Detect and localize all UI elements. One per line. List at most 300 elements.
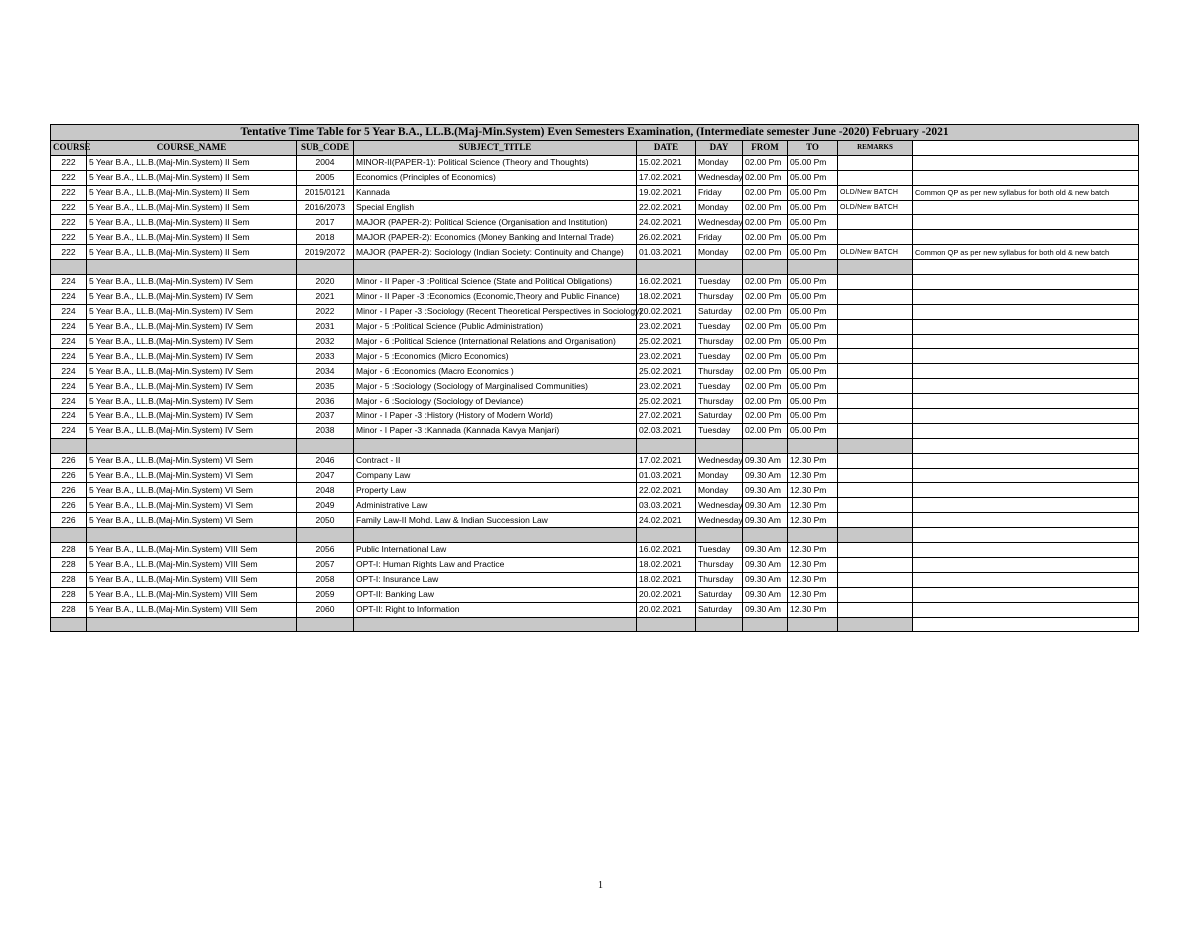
- cell-note: [913, 289, 1139, 304]
- header-subject-title: SUBJECT_TITLE: [354, 141, 637, 156]
- cell-course-name: 5 Year B.A., LL.B.(Maj-Min.System) VIII Sem: [87, 557, 297, 572]
- cell-sub-code: 2050: [297, 513, 354, 528]
- table-row: [51, 215, 1139, 230]
- cell-course-name: 5 Year B.A., LL.B.(Maj-Min.System) IV Sem: [87, 409, 297, 424]
- cell-to: 05.00 Pm: [788, 275, 838, 290]
- cell-from: 02.00 Pm: [743, 319, 788, 334]
- separator-cell: [788, 260, 838, 275]
- cell-day: Monday: [696, 200, 743, 215]
- cell-subject-title: Company Law: [354, 468, 637, 483]
- cell-date: 20.02.2021: [637, 602, 696, 617]
- cell-date: 23.02.2021: [637, 319, 696, 334]
- separator-cell: [788, 438, 838, 453]
- cell-subject-title: Major - 6 :Economics (Macro Economics ): [354, 364, 637, 379]
- cell-date: 01.03.2021: [637, 245, 696, 260]
- separator-cell: [788, 528, 838, 543]
- cell-note: [913, 468, 1139, 483]
- table-row: [51, 364, 1139, 379]
- cell-note: [913, 304, 1139, 319]
- cell-course: 228: [51, 557, 87, 572]
- cell-course: 222: [51, 155, 87, 170]
- header-date: DATE: [637, 141, 696, 156]
- separator-cell: [87, 260, 297, 275]
- cell-note: [913, 498, 1139, 513]
- section-separator: [51, 438, 1139, 453]
- cell-sub-code: 2018: [297, 230, 354, 245]
- cell-remarks: [838, 572, 913, 587]
- separator-cell: [838, 528, 913, 543]
- cell-day: Tuesday: [696, 319, 743, 334]
- cell-course-name: 5 Year B.A., LL.B.(Maj-Min.System) II Sem: [87, 155, 297, 170]
- cell-note: [913, 275, 1139, 290]
- cell-note: [913, 155, 1139, 170]
- cell-sub-code: 2058: [297, 572, 354, 587]
- cell-course-name: 5 Year B.A., LL.B.(Maj-Min.System) IV Sem: [87, 349, 297, 364]
- cell-date: 22.02.2021: [637, 483, 696, 498]
- cell-sub-code: 2033: [297, 349, 354, 364]
- cell-course-name: 5 Year B.A., LL.B.(Maj-Min.System) IV Sem: [87, 289, 297, 304]
- separator-cell: [297, 617, 354, 632]
- cell-subject-title: MINOR-II(PAPER-1): Political Science (Theory and Thoughts): [354, 155, 637, 170]
- cell-subject-title: Minor - I Paper -3 :Sociology (Recent Theoretical Perspectives in Sociology): [354, 304, 637, 319]
- separator-cell: [838, 438, 913, 453]
- cell-to: 05.00 Pm: [788, 245, 838, 260]
- header-day: DAY: [696, 141, 743, 156]
- cell-course-name: 5 Year B.A., LL.B.(Maj-Min.System) II Sem: [87, 200, 297, 215]
- cell-course: 224: [51, 275, 87, 290]
- separator-cell: [87, 617, 297, 632]
- cell-course: 228: [51, 572, 87, 587]
- cell-note: [913, 409, 1139, 424]
- cell-subject-title: Major - 6 :Political Science (International Relations and Organisation): [354, 334, 637, 349]
- cell-date: 24.02.2021: [637, 215, 696, 230]
- cell-course: 222: [51, 200, 87, 215]
- cell-date: 18.02.2021: [637, 572, 696, 587]
- separator-cell: [354, 438, 637, 453]
- cell-course: 226: [51, 513, 87, 528]
- table-row: [51, 379, 1139, 394]
- separator-cell: [637, 617, 696, 632]
- cell-date: 16.02.2021: [637, 543, 696, 558]
- cell-remarks: [838, 334, 913, 349]
- cell-course: 222: [51, 215, 87, 230]
- cell-course: 226: [51, 468, 87, 483]
- cell-remarks: [838, 543, 913, 558]
- separator-cell: [913, 528, 1139, 543]
- cell-course-name: 5 Year B.A., LL.B.(Maj-Min.System) VIII Sem: [87, 602, 297, 617]
- cell-to: 05.00 Pm: [788, 230, 838, 245]
- cell-subject-title: OPT-I: Human Rights Law and Practice: [354, 557, 637, 572]
- cell-sub-code: 2019/2072: [297, 245, 354, 260]
- cell-day: Tuesday: [696, 423, 743, 438]
- separator-cell: [297, 260, 354, 275]
- cell-day: Monday: [696, 155, 743, 170]
- cell-to: 12.30 Pm: [788, 572, 838, 587]
- cell-from: 09.30 Am: [743, 557, 788, 572]
- cell-from: 09.30 Am: [743, 483, 788, 498]
- separator-cell: [913, 260, 1139, 275]
- cell-remarks: [838, 498, 913, 513]
- cell-from: 02.00 Pm: [743, 245, 788, 260]
- cell-sub-code: 2017: [297, 215, 354, 230]
- cell-course: 222: [51, 230, 87, 245]
- cell-note: [913, 319, 1139, 334]
- cell-course: 222: [51, 170, 87, 185]
- cell-from: 02.00 Pm: [743, 409, 788, 424]
- cell-subject-title: Major - 6 :Sociology (Sociology of Deviance): [354, 394, 637, 409]
- header-course-name: COURSE_NAME: [87, 141, 297, 156]
- table-row: [51, 557, 1139, 572]
- cell-to: 05.00 Pm: [788, 304, 838, 319]
- separator-cell: [743, 260, 788, 275]
- cell-subject-title: Major - 5 :Sociology (Sociology of Marginalised Communities): [354, 379, 637, 394]
- table-row: [51, 155, 1139, 170]
- cell-course: 224: [51, 379, 87, 394]
- cell-to: 12.30 Pm: [788, 557, 838, 572]
- cell-note: [913, 572, 1139, 587]
- cell-course: 228: [51, 543, 87, 558]
- table-row: [51, 185, 1139, 200]
- cell-note: [913, 513, 1139, 528]
- cell-remarks: [838, 170, 913, 185]
- cell-day: Monday: [696, 483, 743, 498]
- cell-to: 05.00 Pm: [788, 364, 838, 379]
- cell-to: 05.00 Pm: [788, 170, 838, 185]
- separator-cell: [838, 260, 913, 275]
- cell-day: Thursday: [696, 557, 743, 572]
- separator-cell: [743, 528, 788, 543]
- cell-sub-code: 2016/2073: [297, 200, 354, 215]
- cell-remarks: [838, 453, 913, 468]
- cell-from: 02.00 Pm: [743, 200, 788, 215]
- cell-to: 05.00 Pm: [788, 215, 838, 230]
- cell-to: 05.00 Pm: [788, 394, 838, 409]
- cell-to: 05.00 Pm: [788, 200, 838, 215]
- separator-cell: [87, 528, 297, 543]
- separator-cell: [354, 260, 637, 275]
- separator-cell: [913, 617, 1139, 632]
- cell-sub-code: 2056: [297, 543, 354, 558]
- cell-from: 02.00 Pm: [743, 379, 788, 394]
- separator-cell: [51, 528, 87, 543]
- cell-to: 05.00 Pm: [788, 319, 838, 334]
- cell-to: 12.30 Pm: [788, 602, 838, 617]
- cell-date: 22.02.2021: [637, 200, 696, 215]
- cell-sub-code: 2022: [297, 304, 354, 319]
- cell-to: 12.30 Pm: [788, 483, 838, 498]
- separator-cell: [637, 260, 696, 275]
- cell-day: Thursday: [696, 334, 743, 349]
- table-row: [51, 200, 1139, 215]
- separator-cell: [696, 260, 743, 275]
- section-separator: [51, 617, 1139, 632]
- cell-note: [913, 483, 1139, 498]
- cell-remarks: [838, 215, 913, 230]
- cell-remarks: [838, 275, 913, 290]
- cell-subject-title: Property Law: [354, 483, 637, 498]
- cell-from: 09.30 Am: [743, 498, 788, 513]
- section-separator: [51, 260, 1139, 275]
- cell-from: 02.00 Pm: [743, 304, 788, 319]
- cell-remarks: [838, 155, 913, 170]
- cell-from: 02.00 Pm: [743, 289, 788, 304]
- cell-note: Common QP as per new syllabus for both old & new batch: [913, 245, 1139, 260]
- cell-subject-title: Economics (Principles of Economics): [354, 170, 637, 185]
- cell-note: [913, 557, 1139, 572]
- cell-remarks: [838, 230, 913, 245]
- cell-sub-code: 2035: [297, 379, 354, 394]
- cell-course: 224: [51, 409, 87, 424]
- cell-subject-title: MAJOR (PAPER-2): Economics (Money Banking and Internal Trade): [354, 230, 637, 245]
- cell-note: [913, 394, 1139, 409]
- cell-remarks: [838, 602, 913, 617]
- cell-from: 09.30 Am: [743, 468, 788, 483]
- cell-to: 12.30 Pm: [788, 498, 838, 513]
- cell-day: Monday: [696, 245, 743, 260]
- header-from: FROM: [743, 141, 788, 156]
- cell-remarks: OLD/New BATCH: [838, 200, 913, 215]
- cell-day: Wednesday: [696, 453, 743, 468]
- cell-date: 25.02.2021: [637, 364, 696, 379]
- cell-date: 23.02.2021: [637, 379, 696, 394]
- cell-date: 17.02.2021: [637, 170, 696, 185]
- separator-cell: [51, 438, 87, 453]
- cell-subject-title: Minor - I Paper -3 :History (History of Modern World): [354, 409, 637, 424]
- cell-course-name: 5 Year B.A., LL.B.(Maj-Min.System) IV Sem: [87, 275, 297, 290]
- cell-remarks: [838, 513, 913, 528]
- cell-remarks: [838, 364, 913, 379]
- cell-course: 228: [51, 587, 87, 602]
- table-row: [51, 483, 1139, 498]
- cell-subject-title: OPT-II: Banking Law: [354, 587, 637, 602]
- header-course: COURSE: [51, 141, 87, 156]
- cell-remarks: [838, 304, 913, 319]
- cell-from: 02.00 Pm: [743, 423, 788, 438]
- header-remarks: REMARKS: [838, 141, 913, 156]
- cell-remarks: OLD/New BATCH: [838, 185, 913, 200]
- cell-date: 27.02.2021: [637, 409, 696, 424]
- table-row: [51, 394, 1139, 409]
- separator-cell: [913, 438, 1139, 453]
- page-number: 1: [598, 880, 603, 891]
- cell-to: 05.00 Pm: [788, 185, 838, 200]
- cell-course-name: 5 Year B.A., LL.B.(Maj-Min.System) VI Sem: [87, 483, 297, 498]
- cell-day: Wednesday: [696, 215, 743, 230]
- cell-course: 222: [51, 245, 87, 260]
- cell-day: Thursday: [696, 572, 743, 587]
- cell-course: 222: [51, 185, 87, 200]
- cell-subject-title: Minor - II Paper -3 :Political Science (State and Political Obligations): [354, 275, 637, 290]
- cell-sub-code: 2037: [297, 409, 354, 424]
- cell-subject-title: OPT-II: Right to Information: [354, 602, 637, 617]
- cell-to: 12.30 Pm: [788, 587, 838, 602]
- cell-sub-code: 2031: [297, 319, 354, 334]
- cell-sub-code: 2021: [297, 289, 354, 304]
- cell-subject-title: Major - 5 :Political Science (Public Administration): [354, 319, 637, 334]
- cell-from: 09.30 Am: [743, 572, 788, 587]
- cell-date: 23.02.2021: [637, 349, 696, 364]
- cell-note: [913, 379, 1139, 394]
- cell-sub-code: 2005: [297, 170, 354, 185]
- cell-day: Tuesday: [696, 275, 743, 290]
- separator-cell: [354, 528, 637, 543]
- cell-day: Monday: [696, 468, 743, 483]
- cell-date: 18.02.2021: [637, 557, 696, 572]
- cell-date: 01.03.2021: [637, 468, 696, 483]
- separator-cell: [51, 617, 87, 632]
- cell-sub-code: 2032: [297, 334, 354, 349]
- cell-note: [913, 349, 1139, 364]
- cell-sub-code: 2059: [297, 587, 354, 602]
- cell-date: 20.02.2021: [637, 587, 696, 602]
- table-row: [51, 319, 1139, 334]
- cell-from: 09.30 Am: [743, 587, 788, 602]
- cell-remarks: [838, 379, 913, 394]
- cell-day: Tuesday: [696, 379, 743, 394]
- cell-to: 05.00 Pm: [788, 379, 838, 394]
- cell-from: 02.00 Pm: [743, 170, 788, 185]
- table-row: [51, 572, 1139, 587]
- cell-to: 05.00 Pm: [788, 334, 838, 349]
- cell-sub-code: 2036: [297, 394, 354, 409]
- separator-cell: [297, 528, 354, 543]
- cell-course: 224: [51, 289, 87, 304]
- separator-cell: [637, 438, 696, 453]
- cell-day: Wednesday: [696, 513, 743, 528]
- cell-note: [913, 230, 1139, 245]
- cell-date: 25.02.2021: [637, 334, 696, 349]
- header-row: [51, 141, 1139, 156]
- table-row: [51, 349, 1139, 364]
- cell-remarks: [838, 483, 913, 498]
- cell-course-name: 5 Year B.A., LL.B.(Maj-Min.System) VIII Sem: [87, 543, 297, 558]
- cell-subject-title: MAJOR (PAPER-2): Political Science (Organisation and Institution): [354, 215, 637, 230]
- cell-date: 18.02.2021: [637, 289, 696, 304]
- cell-sub-code: 2047: [297, 468, 354, 483]
- cell-day: Tuesday: [696, 349, 743, 364]
- separator-cell: [637, 528, 696, 543]
- cell-to: 05.00 Pm: [788, 423, 838, 438]
- cell-course: 228: [51, 602, 87, 617]
- table-row: [51, 275, 1139, 290]
- cell-day: Thursday: [696, 394, 743, 409]
- cell-sub-code: 2060: [297, 602, 354, 617]
- separator-cell: [297, 438, 354, 453]
- cell-note: [913, 453, 1139, 468]
- cell-day: Saturday: [696, 409, 743, 424]
- cell-note: [913, 602, 1139, 617]
- cell-subject-title: OPT-I: Insurance Law: [354, 572, 637, 587]
- separator-cell: [696, 438, 743, 453]
- cell-from: 09.30 Am: [743, 602, 788, 617]
- cell-remarks: [838, 289, 913, 304]
- cell-remarks: OLD/New BATCH: [838, 245, 913, 260]
- cell-remarks: [838, 394, 913, 409]
- cell-course-name: 5 Year B.A., LL.B.(Maj-Min.System) IV Sem: [87, 304, 297, 319]
- cell-sub-code: 2038: [297, 423, 354, 438]
- separator-cell: [354, 617, 637, 632]
- cell-note: [913, 334, 1139, 349]
- table-row: [51, 498, 1139, 513]
- cell-course-name: 5 Year B.A., LL.B.(Maj-Min.System) VI Sem: [87, 498, 297, 513]
- cell-subject-title: Minor - I Paper -3 :Kannada (Kannada Kavya Manjari): [354, 423, 637, 438]
- cell-day: Wednesday: [696, 170, 743, 185]
- cell-course-name: 5 Year B.A., LL.B.(Maj-Min.System) VI Sem: [87, 453, 297, 468]
- cell-course-name: 5 Year B.A., LL.B.(Maj-Min.System) IV Sem: [87, 423, 297, 438]
- cell-course-name: 5 Year B.A., LL.B.(Maj-Min.System) II Sem: [87, 245, 297, 260]
- timetable-title: Tentative Time Table for 5 Year B.A., LL.B.(Maj-Min.System) Even Semesters Examination, (Intermediate semester June -2020) February -2021: [51, 125, 1139, 141]
- cell-subject-title: Family Law-II Mohd. Law & Indian Succession Law: [354, 513, 637, 528]
- table-row: [51, 513, 1139, 528]
- table-row: [51, 245, 1139, 260]
- cell-course-name: 5 Year B.A., LL.B.(Maj-Min.System) IV Sem: [87, 394, 297, 409]
- cell-day: Thursday: [696, 364, 743, 379]
- cell-course-name: 5 Year B.A., LL.B.(Maj-Min.System) II Sem: [87, 185, 297, 200]
- cell-sub-code: 2015/0121: [297, 185, 354, 200]
- header-to: TO: [788, 141, 838, 156]
- cell-subject-title: Public International Law: [354, 543, 637, 558]
- cell-day: Saturday: [696, 304, 743, 319]
- cell-subject-title: Major - 5 :Economics (Micro Economics): [354, 349, 637, 364]
- cell-from: 09.30 Am: [743, 453, 788, 468]
- table-row: [51, 230, 1139, 245]
- cell-course-name: 5 Year B.A., LL.B.(Maj-Min.System) II Sem: [87, 215, 297, 230]
- cell-subject-title: Administrative Law: [354, 498, 637, 513]
- cell-course-name: 5 Year B.A., LL.B.(Maj-Min.System) VIII Sem: [87, 587, 297, 602]
- header-notes: [913, 141, 1139, 156]
- cell-course: 226: [51, 453, 87, 468]
- cell-note: [913, 543, 1139, 558]
- cell-sub-code: 2049: [297, 498, 354, 513]
- separator-cell: [696, 617, 743, 632]
- cell-remarks: [838, 319, 913, 334]
- cell-sub-code: 2034: [297, 364, 354, 379]
- cell-from: 02.00 Pm: [743, 394, 788, 409]
- title-row: [51, 125, 1139, 141]
- table-row: [51, 170, 1139, 185]
- cell-sub-code: 2048: [297, 483, 354, 498]
- table-row: [51, 602, 1139, 617]
- cell-remarks: [838, 557, 913, 572]
- cell-note: [913, 215, 1139, 230]
- cell-sub-code: 2046: [297, 453, 354, 468]
- cell-sub-code: 2057: [297, 557, 354, 572]
- cell-sub-code: 2004: [297, 155, 354, 170]
- cell-to: 12.30 Pm: [788, 543, 838, 558]
- table-row: [51, 468, 1139, 483]
- cell-course: 224: [51, 334, 87, 349]
- cell-day: Friday: [696, 185, 743, 200]
- cell-note: Common QP as per new syllabus for both old & new batch: [913, 185, 1139, 200]
- cell-date: 03.03.2021: [637, 498, 696, 513]
- separator-cell: [87, 438, 297, 453]
- table-row: [51, 587, 1139, 602]
- cell-course-name: 5 Year B.A., LL.B.(Maj-Min.System) II Sem: [87, 170, 297, 185]
- timetable-body: [51, 155, 1139, 632]
- cell-day: Saturday: [696, 587, 743, 602]
- cell-course-name: 5 Year B.A., LL.B.(Maj-Min.System) IV Sem: [87, 364, 297, 379]
- cell-from: 02.00 Pm: [743, 185, 788, 200]
- cell-date: 16.02.2021: [637, 275, 696, 290]
- cell-subject-title: MAJOR (PAPER-2): Sociology (Indian Society: Continuity and Change): [354, 245, 637, 260]
- cell-date: 19.02.2021: [637, 185, 696, 200]
- cell-to: 12.30 Pm: [788, 468, 838, 483]
- cell-from: 02.00 Pm: [743, 275, 788, 290]
- cell-day: Wednesday: [696, 498, 743, 513]
- separator-cell: [743, 617, 788, 632]
- cell-note: [913, 200, 1139, 215]
- separator-cell: [51, 260, 87, 275]
